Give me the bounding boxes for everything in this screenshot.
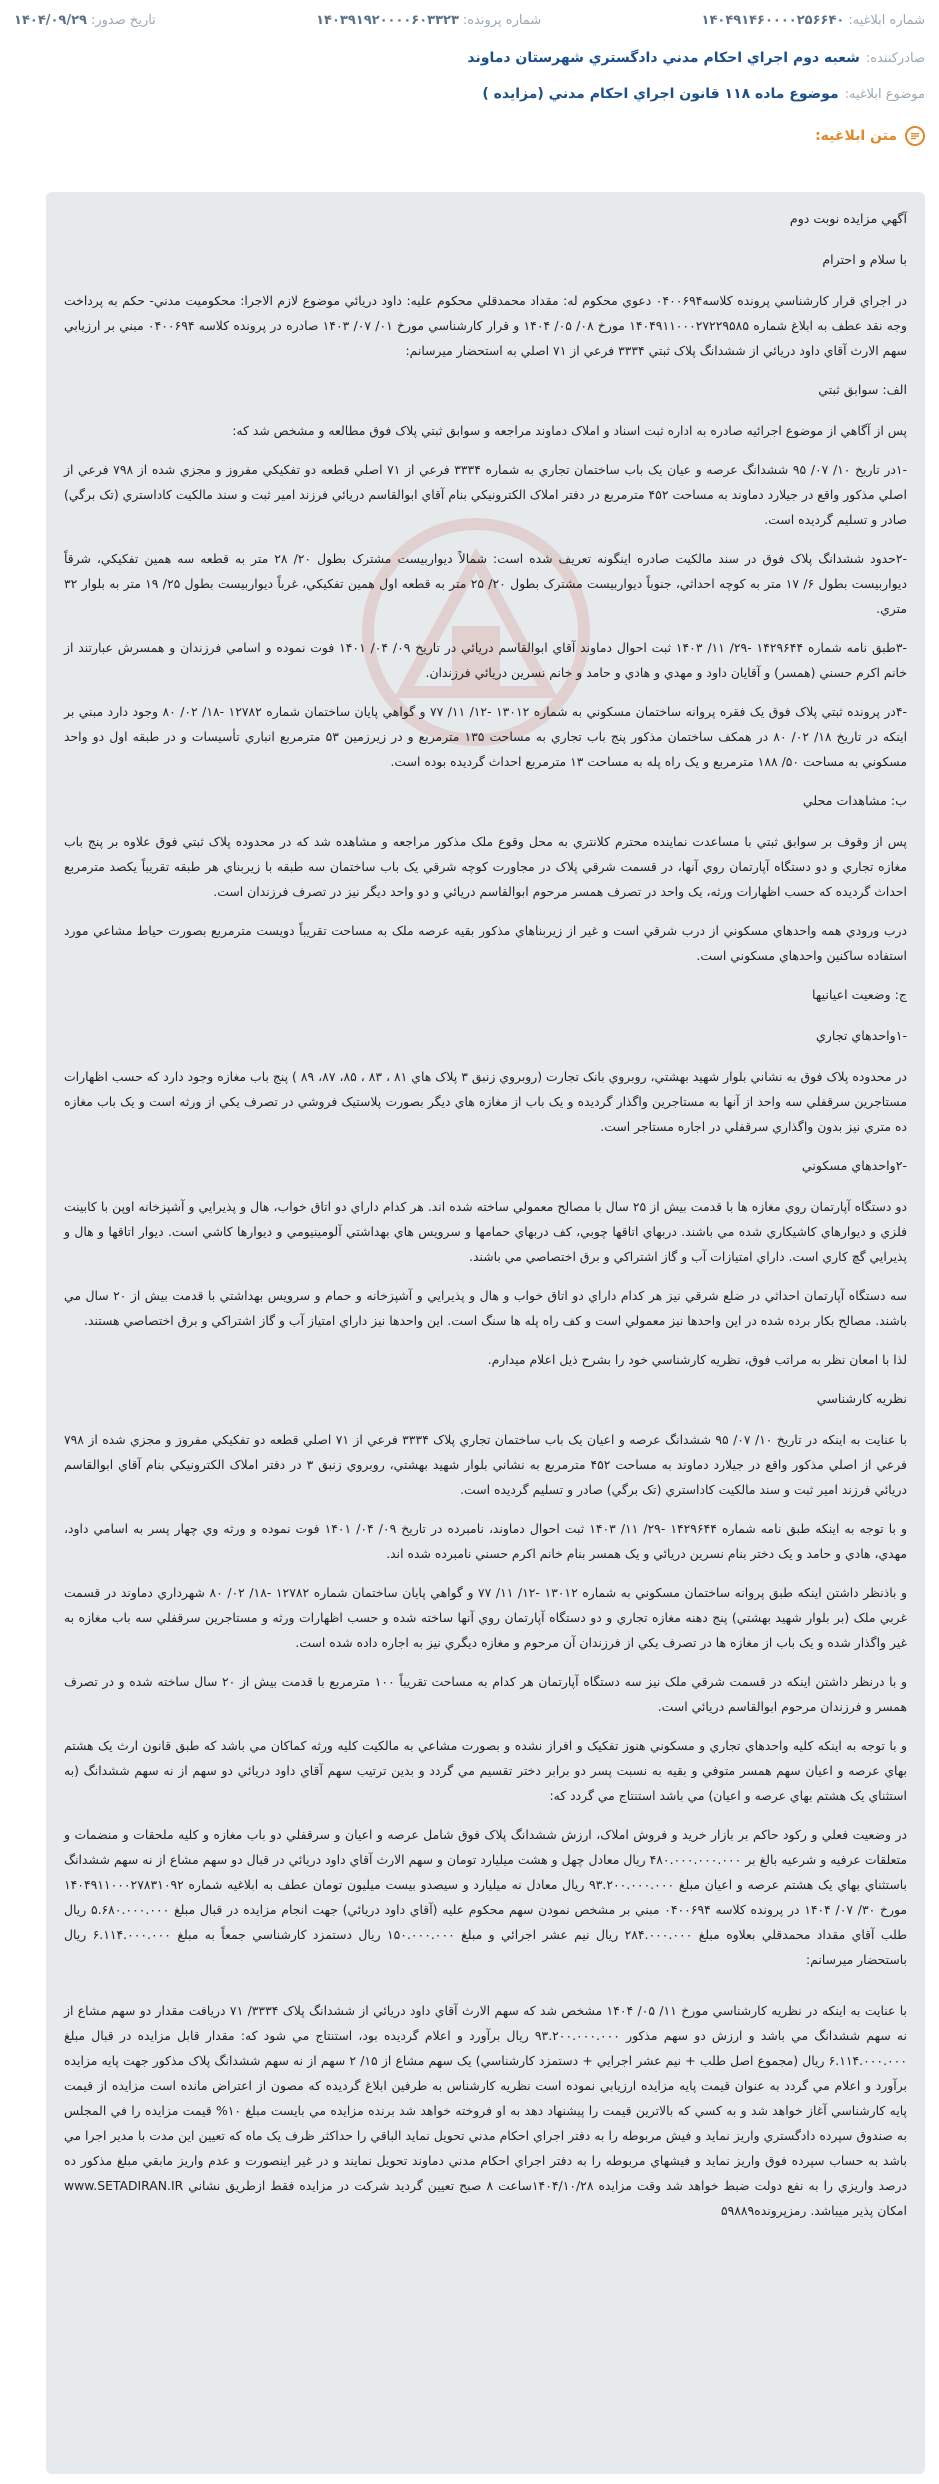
notice-number-label: شماره ابلاغيه: [848,12,925,28]
paragraph-expert-4: و با درنظر داشتن اينکه در قسمت شرقي ملک نيز سه دستگاه آپارتمان هر کدام به مساحت تقريباً ۱۰۰ مترمربع با قدمت بيش از ۲۰ سال ساخته شده و در تصرف همسر و فرزندان مرحوم ابوالقاسم دريائي است. [64,1674,908,1714]
body-title: متن ابلاغيه: [815,128,897,144]
body-title-row [0,116,939,156]
issuer-label: صادرکننده: [865,50,925,66]
paragraph-auction-terms: با عنايت به اينکه در نظريه کارشناسي مورخ ۱۱/ ۰۵/ ۱۴۰۴ مشخص شد که سهم الارث آقاي داود دريائي از ششدانگ پلاک ۳۳۳۴/ ۷۱ دريافت مقدار دو سهم مشاع از نه سهم ششدانگ مي باشد و ارزش دو سهم مذکور ۹۳.۲۰۰.۰۰۰.۰۰۰ ريال برآورد و اعلام گرديده بود، استنتاج مي شود که: مقدار قابل مزايده در قبال مبلغ ۶.۱۱۴.۰۰۰.۰۰۰ ريال (مجموع اصل طلب + نيم عشر اجرايي + دستمزد کارشناسي) يک سهم مشاع از ۱۵/ ۲ سهم از نه سهم ششدانگ پلاک مذکور جهت پايه مزايده برآورد و اعلام مي گردد به عنوان قيمت پايه مزايده ارزيابي نموده است نظريه کارشناس به طرفين ابلاغ گرديده که مصون از اعتراض مانده است مزايده از قيمت پايه کارشناسي آغاز خواهد شد و به کسي که بالاترين قيمت را پيشنهاد دهد به او فروخته خواهد شد برنده مزايده مي بايست مبلغ ۱۰% قيمت مزايده را في المجلس به صندوق سپرده دادگستري واريز نمايد و فيش مربوطه را به دفتر اجراي احکام مدني تحويل نمايد الباقي را حداکثر ظرف يک ماه که تعيين اين مدت با مدير اجرا مي باشد به حساب سپرده فوق واريز نمايد و فيشهاي مربوطه را به دفتر اجراي احکام مدني دماوند تحويل نمايند و در غير اينصورت و عدم واريز مابقي مبلغ مذکور ده درصد واريزي را به نفع دولت ضبط خواهد شد وقت مزايده ۱۴۰۴/۱۰/۲۸ساعت ۸ صبح تعيين گرديد شرکت در مزايده فقط ازطريق نشاني www.SETADIRAN.IR امکان پذير ميباشد. رمزپرونده۵۹۸۸۹ [64,2003,907,2218]
subheading-commercial: -۱واحدهاي تجاري [815,1028,907,1043]
notice-body [46,192,925,2474]
notice-icon [905,126,925,146]
subheading-residential: -۲واحدهاي مسکوني [801,1158,907,1173]
paragraph-expert-2: و با توجه به اينکه طبق نامه شماره ۱۴۲۹۶۴۴ -۲۹/ ۱۱/ ۱۴۰۳ ثبت احوال دماوند، نامبرده در تاريخ ۰۹/ ۰۴/ ۱۴۰۱ فوت نموده و ورثه وي چهار پسر به اسامي داود، مهدي، هادي و حامد و يک دختر بنام نسرين دريائي و يک همسر بنام خانم اکرم حسني نامبرده شده اند. [64,1521,907,1561]
case-number [316,13,541,28]
paragraph-observations-2: درب ورودي همه واحدهاي مسکوني از درب شرقي است و غير از زيربناهاي مذکور بقيه عرصه ملک به مساحت تقريباً دويست مترمربع بصورت حياط مشاعي مورد استفاده ساکنين واحدهاي مسکوني است. [64,923,907,963]
issue-date [14,13,156,28]
section-heading-registry: الف: سوابق ثبتي [818,382,907,397]
paragraph-residential-2: سه دستگاه آپارتمان احداثي در ضلع شرقي نيز هر کدام داراي دو اتاق خواب و هال و پذيرايي و آشپزخانه و حمام و سرويس بهداشتي با قدمت بيش از ۲۰ سال مي باشند. مصالح بکار برده شده در اين واحدها نيز معمولي است و کف راه پله ها سنگ است. اين واحدها نيز داراي امتياز آب و گاز اشتراکي و برق اختصاصي هستند. [64,1288,907,1328]
paragraph-valuation: در وضعيت فعلي و رکود حاکم بر بازار خريد و فروش املاک، ارزش ششدانگ پلاک فوق شامل عرصه و اعيان و سرقفلي دو باب مغازه و کليه ملحقات و منضمات و متعلقات عرفيه و شرعيه بالغ بر ۴۸۰.۰۰۰.۰۰۰.۰۰۰ ريال معادل چهل و هشت ميليارد تومان و سهم الارث آقاي داود دريائي در قبال دو سهم مشاع از نه سهم ششدانگ باستثناي بهاي يک هشتم عرصه و اعيان مبلغ ۹۳.۲۰۰.۰۰۰.۰۰۰ ريال معادل نه ميليارد و سيصدو بيست ميليون تومان عطف به ابلاغيه شماره ۱۴۰۴۹۱۱۰۰۰۲۷۸۳۱۰۹۲ مورخ ۳۰/ ۰۷/ ۱۴۰۴ در پرونده کلاسه ۰۴۰۰۶۹۴ مبني بر مشخص نمودن سهم محکوم عليه (آقاي داود دريائي) جهت انجام مزايده در قبال مبلغ ۵.۶۸۰.۰۰۰.۰۰۰ ريال طلب آقاي مقداد محمدقلي بعلاوه مبلغ ۲۸۴.۰۰۰.۰۰۰ ريال نيم عشر اجرائي و مبلغ ۱۵۰.۰۰۰.۰۰۰ ريال دستمزد کارشناسي جمعاً به مبلغ ۶.۱۱۴.۰۰۰.۰۰۰ ريال باستحضار ميرسانم: [64,1827,908,1967]
notice-meta-row [0,0,939,40]
notice-number-value: ۱۴۰۴۹۱۴۶۰۰۰۰۲۵۶۶۴۰ [701,12,845,28]
paragraph-intro: در اجراي قرار کارشناسي پرونده کلاسه۰۴۰۰۶۹۴ دعوي محکوم له: مقداد محمدقلي محکوم عليه: داود دريائي موضوع لازم الاجرا: محکوميت مدني- حکم به پرداخت وجه نقد عطف به ابلاغ شماره ۱۴۰۴۹۱۱۰۰۰۲۷۲۲۹۵۸۵ مورخ ۰۸/ ۰۵/ ۱۴۰۴ و قرار کارشناسي مورخ ۰۱/ ۰۷/ ۱۴۰۳ صادره در پرونده کلاسه ۰۴۰۰۶۹۴ مبني بر ارزيابي سهم الارث آقاي داود دريائي از ششدانگ پلاک ثبتي ۳۳۳۴ فرعي از ۷۱ اصلي به استحضار ميرسانم: [64,293,907,358]
paragraph-conclusion-intro: لذا با امعان نظر به مراتب فوق، نظريه کارشناسي خود را بشرح ذيل اعلام ميدارم. [487,1352,907,1367]
case-number-value: ۱۴۰۳۹۱۹۲۰۰۰۰۶۰۳۳۲۳ [316,12,459,28]
paragraph-expert-1: با عنايت به اينکه در تاريخ ۱۰/ ۰۷/ ۹۵ ششدانگ عرصه و اعيان يک باب ساختمان تجاري پلاک ۳۳۳۴ فرعي از ۷۱ اصلي قطعه دو تفکيکي مفروز و مجزي شده از ۷۹۸ فرعي از اصلي مذکور واقع در جيلارد دماوند به مساحت ۴۵۲ مترمربع به نشاني بلوار شهيد بهشتي، روبروي زنبق ۳ در دفتر املاک الکترونيکي بنام آقاي ابوالقاسم دريائي فرزند امير ثبت و سند مالکيت کاداستري (تک برگي) صادر و تسليم گرديده است. [64,1432,907,1497]
paragraph-commercial: در محدوده پلاک فوق به نشاني بلوار شهيد بهشتي، روبروي بانک تجارت (روبروي زنبق ۳ پلاک هاي ۸۱ ، ۸۳ ، ۸۵، ۸۷، ۸۹ ) پنج باب مغازه وجود دارد که حسب اظهارات مستاجرين سرقفلي سه واحد از آنها به مستاجرين واگذار گرديده و يک باب از مغازه هاي ديگر بصورت پلاستيک فروشي در تصرف يکي از ورثه است و يک باب مغازه ده متري نيز بدون واگذاري سرقفلي در اجاره مستاجر است. [64,1069,907,1134]
issue-date-label: تاريخ صدور: [91,12,156,28]
paragraph-residential-1: دو دستگاه آپارتمان روي مغازه ها با قدمت بيش از ۲۵ سال با مصالح معمولي ساخته شده اند. هر کدام داراي دو اتاق خواب، هال و پذيرايي و آشپزخانه اوپن با کابينت فلزي و ديوارهاي کاشيکاري شده مي باشند. دربهاي اتاقها چوبي، کف دربهاي حمامها و سرويس هاي بهداشتي آلومينيومي و ديوارها کاشي است. ديوار اتاقها و هال و پذيرايي گچ کاري است. داراي امتيازات آب و گاز اشتراکي و برق اختصاصي مي باشند. [64,1199,907,1264]
subject-value: موضوع ماده ۱۱۸ قانون اجراي احكام مدني (مزايده ) [482,86,839,102]
issue-date-value: ۱۴۰۴/۰۹/۲۹ [14,12,87,28]
issuer-row [0,40,939,76]
paragraph-greeting: با سلام و احترام [822,252,907,267]
section-heading-expert-opinion: نظريه کارشناسي [816,1391,907,1406]
subject-row [0,76,939,112]
paragraph-title: آگهي مزايده نوبت دوم [789,211,907,226]
section-heading-buildings: ج: وضعيت اعيانيها [812,987,907,1002]
paragraph-expert-5: و با توجه به اينکه کليه واحدهاي تجاري و مسکوني هنوز تفکيک و افراز نشده و بصورت مشاعي به مالکيت کليه ورثه کماکان مي باشد که طبق قانون ارث يک هشتم بهاي عرصه و اعيان سهم همسر متوفي و بقيه به نسبت پسر دو برابر دختر تقسيم مي گردد و بدين ترتيب سهم آقاي داود دريائي دو سهم از نه سهم ششدانگ (به استثناي يک هشتم بهاي عرصه و اعيان) مي باشد استنتاج مي گردد که: [64,1738,907,1803]
case-number-label: شماره پرونده: [462,12,542,28]
notice-number [702,13,925,28]
issuer-value: شعبه دوم اجراي احكام مدني دادگستري شهرستان دماوند [467,50,860,66]
paragraph-registry-1: -۱در تاريخ ۱۰/ ۰۷/ ۹۵ ششدانگ عرصه و عيان يک باب ساختمان تجاري به شماره ۳۳۳۴ فرعي از ۷۱ اصلي قطعه دو تفکيکي مفروز و مجزي شده از ۷۹۸ فرعي از اصلي مذکور واقع در جيلارد دماوند به مساحت ۴۵۲ مترمربع در دفتر املاک الکترونيکي بنام آقاي ابوالقاسم دريائي فرزند امير ثبت و سند مالکيت کاداستري (تک برگي) صادر و تسليم گرديده است. [64,462,907,527]
paragraph-expert-3: و باذنظر داشتن اينکه طبق پروانه ساختمان مسکوني به شماره ۱۳۰۱۲ -۱۲/ ۱۱/ ۷۷ و گواهي پايان ساختمان شماره ۱۲۷۸۲ -۱۸/ ۰۲/ ۸۰ شهرداري دماوند در قسمت غربي ملک (بر بلوار شهيد بهشتي) پنج دهنه مغازه تجاري و دو دستگاه آپارتمان روي آنها ساخته شده و حسب اظهارات ورثه و مستاجرين سرقفلي سه باب مغازه به غير واگذار شده و يک باب از مغازه ها در تصرف يکي از فرزندان آن مرحوم و مغازه ديگري نيز به اجاره داده شده است. [64,1585,907,1650]
paragraph-registry-intro: پس از آگاهي از موضوع اجرائيه صادره به اداره ثبت اسناد و املاک دماوند مراجعه و سوابق ثبتي پلاک فوق مطالعه و مشخص شد که: [232,423,907,438]
section-heading-observations: ب: مشاهدات محلي [802,793,907,808]
paragraph-registry-4: -۴در پرونده ثبتي پلاک فوق يک فقره پروانه ساختمان مسکوني به شماره ۱۳۰۱۲ -۱۲/ ۱۱/ ۷۷ و گواهي پايان ساختمان شماره ۱۲۷۸۲ -۱۸/ ۰۲/ ۸۰ وجود دارد مبني بر اينکه در تاريخ ۱۸/ ۰۲/ ۸۰ در همکف ساختمان مذکور پنج باب تجاري به مساحت ۱۳۵ مترمربع و در زيرزمين ۵۳ مترمربع انباري تأسيسات و در طبقه اول دو واحد مسکوني به مساحت ۵۰/ ۱۸۸ مترمربع و يک راه پله به مساحت ۱۳ مترمربع احداث گرديده بوده است. [64,704,908,769]
paragraph-registry-2: -۲حدود ششدانگ پلاک فوق در سند مالکيت صادره اينگونه تعريف شده است: شمالاً ديواربيست مشترک بطول ۲۰/ ۲۸ متر به قطعه سه همين تفکيکي، شرقاً ديواربيست بطول ۶/ ۱۷ متر به کوچه احداثي، جنوباً ديواربيست مشترک بطول ۲۰/ ۲۵ متر به قطعه اول همين تفکيکي، غرباً ديواربيست بطول ۲۵/ ۱۹ متر به بلوار ۳۲ متري. [64,551,907,616]
paragraph-registry-3: -۳طبق نامه شماره ۱۴۲۹۶۴۴ -۲۹/ ۱۱/ ۱۴۰۳ ثبت احوال دماوند آقاي ابوالقاسم دريائي در تاريخ ۰۹/ ۰۴/ ۱۴۰۱ فوت نموده و اسامي فرزندان و همسرش عبارتند از خانم اکرم حسني (همسر) و آقايان داود و مهدي و هادي و حامد و خانم نسرين دريائي فرزندان. [64,640,908,680]
paragraph-observations-1: پس از وقوف بر سوابق ثبتي با مساعدت نماينده محترم کلانتري به محل وقوع ملک مذکور مراجعه و مشاهده شد که در محدوده پلاک ثبتي فوق علاوه بر پنج باب مغازه تجاري و دو دستگاه آپارتمان روي آنها، در قسمت شرقي پلاک در مجاورت کوچه شرقي يک باب ساختمان سه طبقه با زيربناي هر طبقه تقريباً يکصد مترمربع احداث گرديده که حسب اظهارات ورثه، يک واحد در تصرف همسر مرحوم ابوالقاسم دريائي و دو واحد ديگر نيز در تصرف فرزندان است. [64,834,907,899]
subject-label: موضوع ابلاغيه: [844,86,925,102]
